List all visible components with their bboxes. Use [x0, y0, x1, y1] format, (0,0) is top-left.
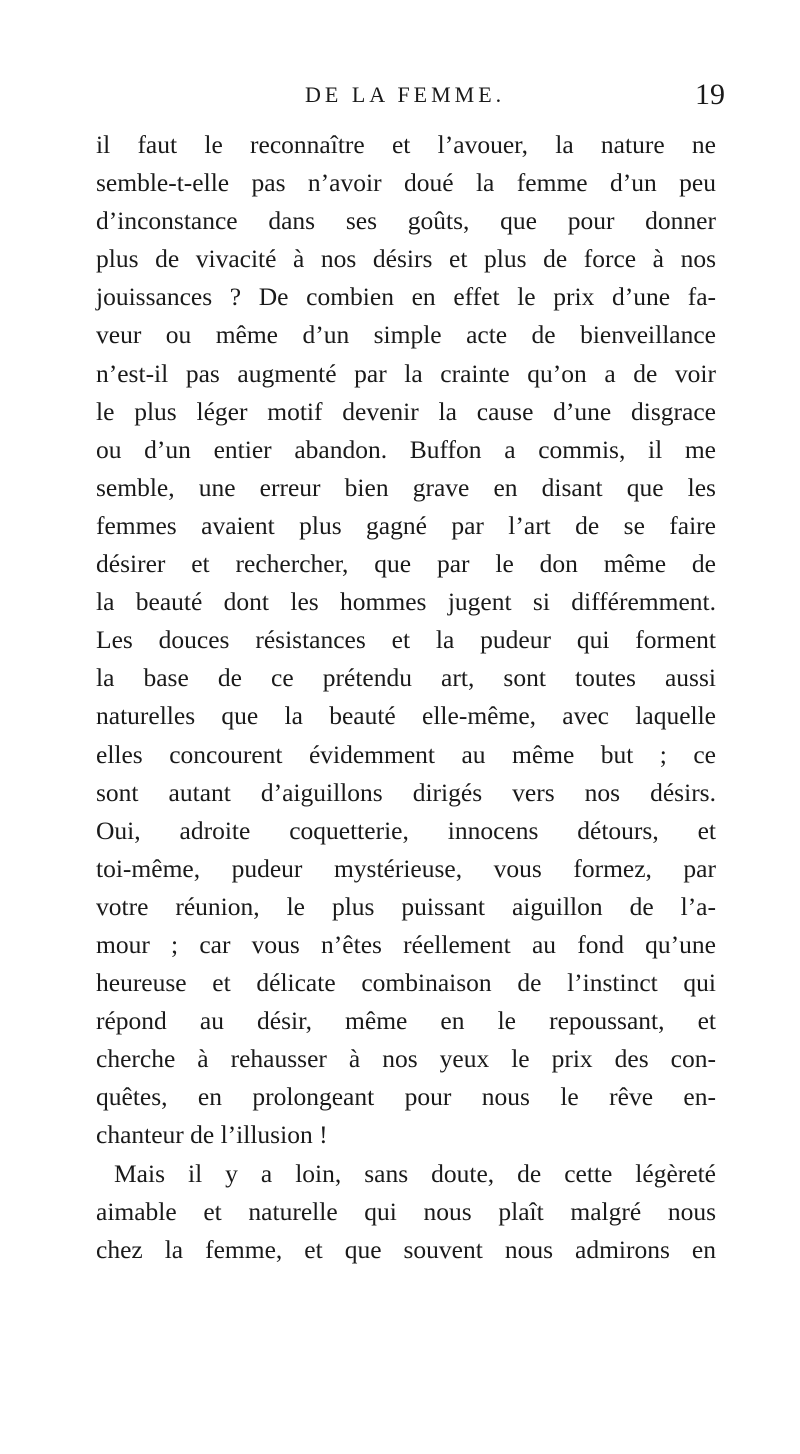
text-line: heureuse et délicate combinaison de l’instinct qui [96, 968, 716, 998]
text-line: désirer et rechercher, que par le don même de [96, 549, 716, 579]
text-line: sont autant d’aiguillons dirigés vers nos désirs. [96, 777, 716, 807]
text-line: aimable et naturelle qui nous plaît malgré nous [96, 1196, 716, 1226]
text-line: répond au désir, même en le repoussant, et [96, 1006, 716, 1036]
text-line: semble-t-elle pas n’avoir doué la femme d’un peu [96, 168, 716, 198]
running-head [0, 80, 800, 120]
body-text [96, 126, 716, 1269]
text-line: Oui, adroite coquetterie, innocens détours, et [96, 815, 716, 845]
text-line: votre réunion, le plus puissant aiguillon de l’a- [96, 891, 716, 921]
text-line: elles concourent évidemment au même but ; ce [96, 739, 716, 769]
text-line: plus de vivacité à nos désirs et plus de force à nos [96, 244, 716, 274]
text-line: le plus léger motif devenir la cause d’une disgrace [96, 396, 716, 426]
text-line: chez la femme, et que souvent nous admirons en [96, 1234, 716, 1264]
text-line: chanteur de l’illusion ! [96, 1120, 328, 1150]
text-line: Les douces résistances et la pudeur qui forment [96, 625, 716, 655]
text-line: d’inconstance dans ses goûts, que pour donner [96, 206, 716, 236]
page-number: 19 [695, 78, 725, 111]
text-line: femmes avaient plus gagné par l’art de se faire [96, 510, 716, 540]
text-line: ou d’un entier abandon. Buffon a commis, il me [96, 434, 716, 464]
text-line: il faut le reconnaître et l’avouer, la nature ne [96, 130, 716, 159]
text-line: mour ; car vous n’êtes réellement au fond qu’une [96, 929, 716, 959]
text-line: veur ou même d’un simple acte de bienveillance [96, 320, 716, 350]
text-line: quêtes, en prolongeant pour nous le rêve en- [96, 1082, 716, 1112]
text-line: la base de ce prétendu art, sont toutes aussi [96, 663, 716, 693]
text-line: semble, une erreur bien grave en disant que les [96, 472, 716, 502]
running-head-title: DE LA FEMME. [305, 82, 506, 107]
text-line: n’est-il pas augmenté par la crainte qu’on a de voir [96, 358, 716, 388]
text-line: jouissances ? De combien en effet le prix d’une fa- [96, 282, 716, 312]
text-line: Mais il y a loin, sans doute, de cette légèreté [114, 1158, 716, 1188]
text-line: naturelles que la beauté elle-même, avec laquelle [96, 701, 716, 731]
text-line: cherche à rehausser à nos yeux le prix des con- [96, 1044, 716, 1074]
text-line: toi-même, pudeur mystérieuse, vous formez, par [96, 853, 716, 883]
text-line: la beauté dont les hommes jugent si différemment. [96, 587, 716, 617]
